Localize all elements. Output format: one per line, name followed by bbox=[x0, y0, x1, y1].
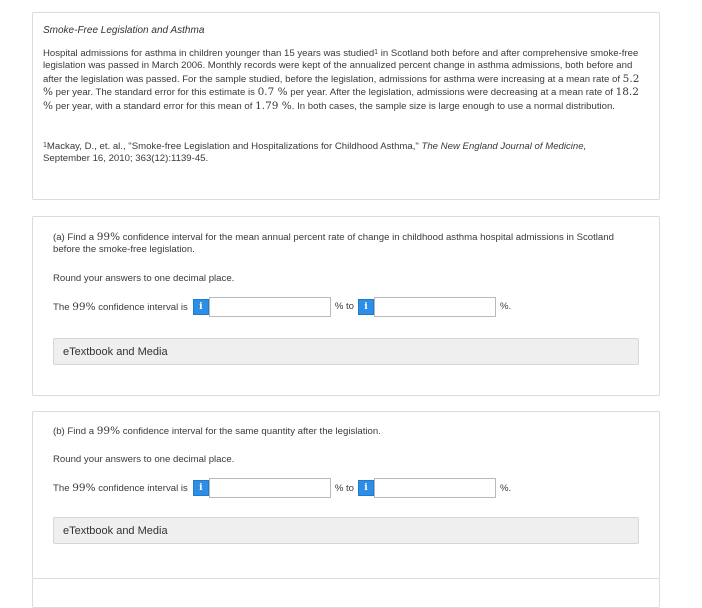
info-icon[interactable]: i bbox=[193, 480, 209, 496]
part-b-to-label: % to bbox=[334, 482, 355, 494]
citation-authors: Mackay, D., et. al., "Smoke-free Legislation and Hospitalizations for Childhood Asthma," bbox=[46, 141, 422, 153]
problem-title: Smoke-Free Legislation and Asthma bbox=[43, 25, 205, 36]
ci-label-suffix: confidence interval is bbox=[95, 483, 188, 495]
statement-part-2: in Scotland both before and after comprehensive smoke-free legislation was passed in March 2006. Monthly records were kept of the annualized percent change in asthma admissions, both before and after the legislation was passed. For the sample studied, before the legislation, admissions for asthma were increasing at a mean rate of bbox=[43, 48, 639, 85]
next-card-edge bbox=[32, 578, 660, 608]
part-b-rounding-instruction: Round your answers to one decimal place. bbox=[53, 454, 235, 466]
part-a-ci-label bbox=[53, 301, 188, 313]
ci-label-level: 99% bbox=[72, 482, 96, 495]
part-b-ci-row bbox=[53, 477, 639, 499]
part-a-lower-bound-input[interactable] bbox=[209, 297, 331, 317]
statement-part-5: per year, with a standard error for this mean of bbox=[52, 100, 256, 112]
mean-after-value: 18.2 % bbox=[43, 86, 639, 112]
part-b-q-prefix: (b) Find a bbox=[53, 426, 97, 437]
statement-part-4: per year. After the legislation, admissions were decreasing at a mean rate of bbox=[287, 87, 616, 99]
part-a-confidence-level: 99% bbox=[96, 231, 121, 243]
part-b-upper-bound-input[interactable] bbox=[374, 478, 496, 498]
ci-label-level: 99% bbox=[72, 300, 96, 313]
citation-footnote bbox=[43, 141, 649, 166]
statement-part-3: per year. The standard error for this estimate is bbox=[52, 87, 258, 99]
statement-part-1: Hospital admissions for asthma in children younger than 15 years was studied bbox=[43, 48, 375, 59]
part-b-q-rest: confidence interval for the same quantity after the legislation. bbox=[120, 426, 381, 437]
part-a-card bbox=[32, 216, 660, 396]
ci-label-prefix: The bbox=[53, 301, 73, 313]
se-before-value: 0.7 % bbox=[257, 86, 288, 99]
part-a-q-prefix: (a) Find a bbox=[53, 232, 97, 243]
statement-part-6: . In both cases, the sample size is large enough to use a normal distribution. bbox=[291, 100, 615, 112]
info-icon[interactable]: i bbox=[193, 299, 209, 315]
part-b-ci-label bbox=[53, 482, 188, 494]
footnote-marker: 1 bbox=[43, 142, 47, 150]
part-a-ci-row bbox=[53, 296, 639, 318]
ci-label-prefix: The bbox=[53, 483, 73, 495]
citation-date: September 16, 2010; 363(12):1139-45. bbox=[43, 153, 209, 165]
part-b-etextbook-button[interactable]: eTextbook and Media bbox=[53, 517, 639, 544]
info-icon[interactable]: i bbox=[358, 299, 374, 315]
part-a-to-label: % to bbox=[334, 301, 355, 313]
info-icon[interactable]: i bbox=[358, 480, 374, 496]
part-b-confidence-level: 99% bbox=[96, 425, 121, 437]
intro-card bbox=[32, 12, 660, 200]
part-a-q-rest: confidence interval for the mean annual percent rate of change in childhood asthma hospital admissions in Scotland before the smoke-free legislation. bbox=[53, 232, 614, 256]
part-b-question bbox=[53, 425, 639, 438]
part-b-percent-suffix: %. bbox=[500, 482, 512, 494]
part-b-lower-bound-input[interactable] bbox=[209, 478, 331, 498]
part-a-upper-bound-input[interactable] bbox=[374, 297, 496, 317]
mean-before-value: 5.2 % bbox=[43, 72, 640, 99]
part-a-percent-suffix: %. bbox=[500, 301, 512, 313]
problem-statement bbox=[43, 48, 649, 113]
part-a-rounding-instruction: Round your answers to one decimal place. bbox=[53, 272, 235, 284]
part-a-question bbox=[53, 231, 639, 257]
part-b-card bbox=[32, 411, 660, 579]
footnote-ref: 1 bbox=[374, 49, 379, 56]
se-after-value: 1.79 % bbox=[255, 99, 292, 112]
citation-journal: The New England Journal of Medicine, bbox=[421, 141, 587, 153]
part-a-etextbook-button[interactable]: eTextbook and Media bbox=[53, 338, 639, 365]
ci-label-suffix: confidence interval is bbox=[95, 301, 188, 313]
